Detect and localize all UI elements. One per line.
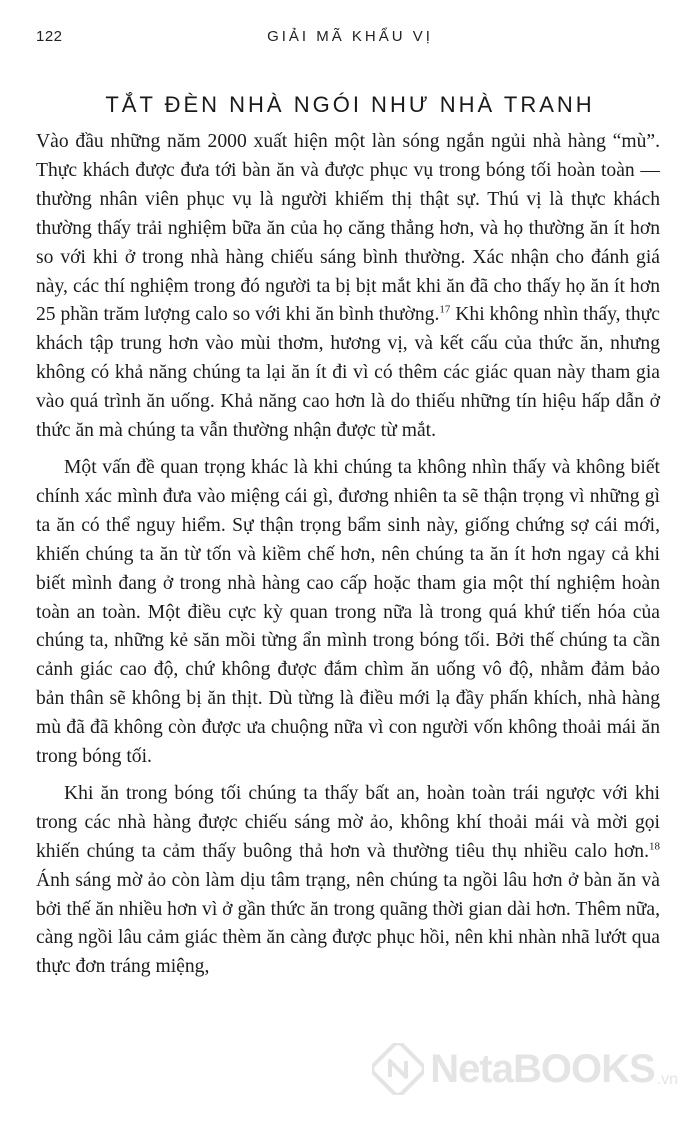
paragraph-1-text-a: Vào đầu những năm 2000 xuất hiện một làn sóng ngắn ngủi nhà hàng “mù”. Thực khách được đưa tới bàn ăn và được phục vụ trong bóng tối hoàn toàn — thường nhân viên phục vụ là người khiếm thị thật sự. Thú vị là thực khách thường thấy trải nghiệm bữa ăn của họ căng thẳng hơn, và họ thường ăn ít hơn so với khi ở trong nhà hàng chiếu sáng bình thường. Xác nhận cho đánh giá này, các thí nghiệm trong đó người ta bị bịt mắt khi ăn đã cho thấy họ ăn ít hơn 25 phần trăm lượng calo so với khi ăn bình thường. — [36, 131, 660, 326]
watermark — [372, 1039, 678, 1099]
footnote-marker-17: 17 — [439, 303, 451, 316]
netabooks-logo-icon — [372, 1043, 424, 1095]
body-text — [36, 128, 660, 990]
footnote-marker-18: 18 — [649, 840, 660, 853]
paragraph-1-text-b: Khi không nhìn thấy, thực khách tập trung hơn vào mùi thơm, hương vị, và kết cấu của thức ăn, nhưng không có khả năng chúng ta lại ăn ít đi vì có thêm các giác quan này tham gia vào quá trình ăn uống. Khả năng cao hơn là do thiếu những tín hiệu hấp dẫn ở thức ăn mà chúng ta vẫn thường nhận được từ mắt. — [36, 304, 660, 442]
page-number: 122 — [36, 28, 63, 45]
running-title: GIẢI MÃ KHẨU VỊ — [267, 28, 433, 45]
paragraph-1 — [36, 128, 660, 446]
page-header — [36, 28, 664, 52]
paragraph-3-text-b: Ánh sáng mờ ảo còn làm dịu tâm trạng, nên chúng ta ngồi lâu hơn ở bàn ăn và bởi thế ăn nhiều hơn vì ở gần thức ăn trong quãng thời gian dài hơn. Thêm nữa, càng ngồi lâu cảm giác thèm ăn càng được phục hồi, nên khi nhàn nhã lướt qua thực đơn tráng miệng, — [36, 869, 660, 978]
watermark-brand: NetaBOOKS — [430, 1046, 655, 1091]
paragraph-2: Một vấn đề quan trọng khác là khi chúng ta không nhìn thấy và không biết chính xác mình đưa vào miệng cái gì, đương nhiên ta sẽ thận trọng vì những gì ta ăn có thể nguy hiểm. Sự thận trọng bẩm sinh này, giống chứng sợ cái mới, khiến chúng ta ăn từ tốn và kiềm chế hơn, nên chúng ta ăn ít hơn ngay cả khi biết mình đang ở trong nhà hàng cao cấp hoặc tham gia một thí nghiệm hoàn toàn an toàn. Một điều cực kỳ quan trong nữa là trong quá khứ tiến hóa của chúng ta, những kẻ săn mồi từng ẩn mình trong bóng tối. Bởi thế chúng ta cần cảnh giác cao độ, chứ không được đắm chìm ăn uống vô độ, nhằm đảm bảo bản thân sẽ không bị ăn thịt. Dù từng là điều mới lạ đầy phấn khích, nhà hàng mù đã đã không còn được ưa chuộng nữa vì con người vốn không thoải mái ăn trong bóng tối. — [36, 456, 660, 768]
paragraph-3-text-a: Khi ăn trong bóng tối chúng ta thấy bất an, hoàn toàn trái ngược với khi trong các nhà hàng được chiếu sáng mờ ảo, không khí thoải mái và mời gọi khiến chúng ta cảm thấy buông thả hơn và thường tiêu thụ nhiều calo hơn. — [36, 782, 660, 862]
section-title: TẮT ĐÈN NHÀ NGÓI NHƯ NHÀ TRANH — [105, 92, 595, 117]
paragraph-3 — [36, 780, 660, 982]
watermark-suffix: .vn — [656, 1071, 678, 1088]
